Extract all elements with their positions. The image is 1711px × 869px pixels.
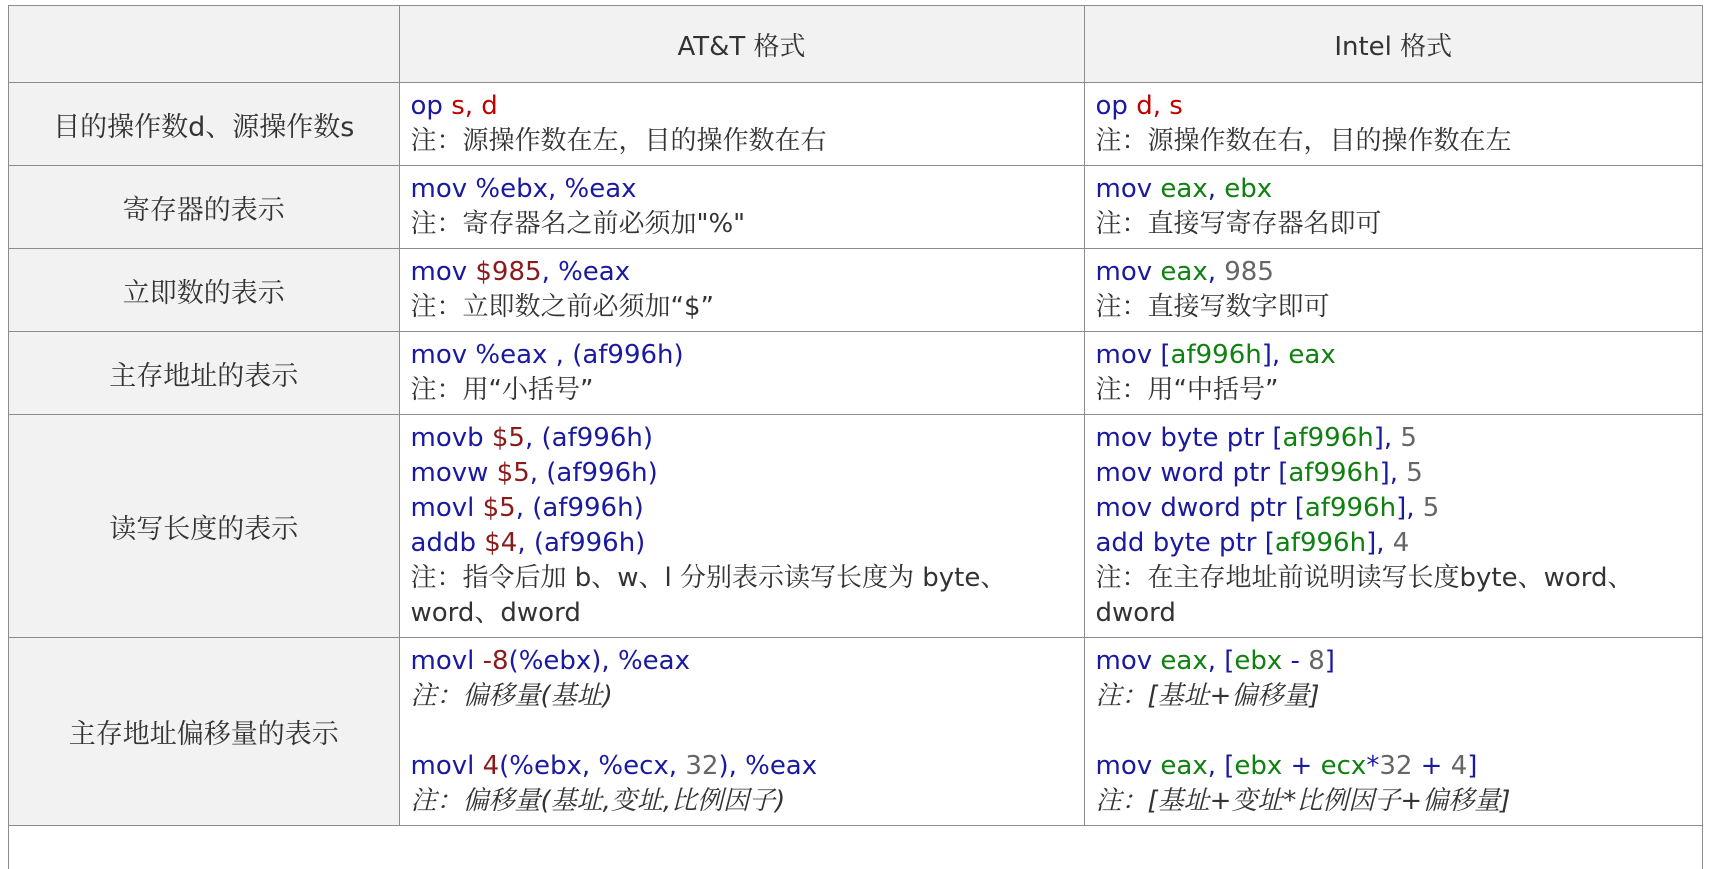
intel-cell xyxy=(1084,83,1702,166)
note-line xyxy=(1096,124,1693,159)
code-token: op xyxy=(410,91,452,121)
note-line xyxy=(1096,207,1693,242)
note-text: 注：偏移量(基址) xyxy=(410,681,613,711)
intel-cell xyxy=(1084,332,1702,415)
code-token: af996h xyxy=(1288,458,1380,488)
syntax-comparison-table xyxy=(9,6,1702,826)
code-token: -8 xyxy=(482,646,509,676)
code-token: $4 xyxy=(484,528,518,558)
code-line xyxy=(411,491,1074,526)
code-token: 32 xyxy=(685,751,719,781)
code-token: eax xyxy=(1288,340,1336,370)
code-token: 5 xyxy=(1422,493,1440,523)
att-cell xyxy=(399,249,1084,332)
code-token: op xyxy=(1095,91,1137,121)
note-text: 注：在主存地址前说明读写长度byte、word、dword xyxy=(1095,563,1634,628)
note-text: 注：[基址+偏移量] xyxy=(1095,681,1320,711)
code-line xyxy=(1096,255,1693,290)
code-token: , %eax xyxy=(541,257,631,287)
code-line xyxy=(1096,491,1693,526)
code-token: ebx xyxy=(1234,646,1283,676)
code-token: 4 xyxy=(482,751,500,781)
intel-cell xyxy=(1084,638,1702,826)
table-row xyxy=(9,249,1702,332)
code-token: 4 xyxy=(1392,528,1410,558)
note-line xyxy=(1096,679,1693,714)
code-token: , (af996h) xyxy=(524,423,653,453)
note-line xyxy=(411,679,1074,714)
code-token: ], xyxy=(1373,423,1401,453)
code-token: ebx xyxy=(1224,174,1273,204)
intel-cell xyxy=(1084,166,1702,249)
code-token: , [ xyxy=(1207,751,1235,781)
code-token: (%ebx), %eax xyxy=(508,646,690,676)
code-token: 5 xyxy=(1406,458,1423,488)
code-token: mov %eax , (af996h) xyxy=(410,340,684,370)
code-token: (%ebx, %ecx, xyxy=(499,751,686,781)
code-token: , xyxy=(1207,257,1225,287)
code-line xyxy=(411,749,1074,784)
code-token: ], xyxy=(1379,458,1407,488)
code-token: mov %ebx, %eax xyxy=(410,174,637,204)
code-token: ), %eax xyxy=(718,751,818,781)
table-row xyxy=(9,415,1702,638)
note-text: 注：用“小括号” xyxy=(410,375,594,405)
note-line xyxy=(411,373,1074,408)
code-token: mov byte ptr [ xyxy=(1095,423,1283,453)
code-token: mov xyxy=(410,257,476,287)
code-line xyxy=(411,526,1074,561)
note-text: 注：立即数之前必须加“$” xyxy=(410,292,714,322)
note-text: 注：偏移量(基址,变址,比例因子) xyxy=(410,786,786,816)
code-token: eax xyxy=(1160,174,1208,204)
note-line xyxy=(411,784,1074,819)
row-label: 目的操作数d、源操作数s xyxy=(9,83,399,166)
code-token: - xyxy=(1282,646,1309,676)
code-token: af996h xyxy=(1170,340,1262,370)
blank-line xyxy=(1096,714,1693,749)
code-token: movb xyxy=(410,423,492,453)
code-line xyxy=(411,644,1074,679)
code-token: 985 xyxy=(1224,257,1274,287)
code-line xyxy=(1096,172,1693,207)
code-token: mov xyxy=(1095,174,1161,204)
code-line xyxy=(1096,89,1693,124)
code-line xyxy=(1096,338,1693,373)
note-text: 注：源操作数在右，目的操作数在左 xyxy=(1095,126,1512,156)
code-token: 4 xyxy=(1450,751,1468,781)
note-text: 注：指令后加 b、w、l 分别表示读写长度为 byte、word、dword xyxy=(410,563,1007,628)
code-line xyxy=(411,255,1074,290)
note-line xyxy=(411,290,1074,325)
note-text: 注：直接写寄存器名即可 xyxy=(1095,209,1382,239)
code-token: add byte ptr [ xyxy=(1095,528,1275,558)
table-row xyxy=(9,166,1702,249)
code-token: , xyxy=(1207,174,1225,204)
code-line xyxy=(411,338,1074,373)
note-text: 注：寄存器名之前必须加"%" xyxy=(410,209,746,239)
code-token: s, d xyxy=(451,91,498,121)
code-token: $5 xyxy=(496,458,530,488)
code-token: ecx xyxy=(1320,751,1367,781)
code-line xyxy=(1096,749,1693,784)
code-token: af996h xyxy=(1304,493,1397,523)
code-token: + xyxy=(1282,751,1321,781)
code-token: , (af996h) xyxy=(529,458,658,488)
code-token: ] xyxy=(1324,646,1335,676)
att-cell xyxy=(399,332,1084,415)
code-line xyxy=(1096,456,1693,491)
note-line xyxy=(411,561,1074,631)
row-label: 立即数的表示 xyxy=(9,249,399,332)
note-line xyxy=(411,124,1074,159)
code-line xyxy=(1096,421,1693,456)
code-token: ], xyxy=(1366,528,1393,558)
code-token: $5 xyxy=(482,493,516,523)
code-token: 5 xyxy=(1400,423,1417,453)
code-token: $985 xyxy=(475,257,542,287)
note-line xyxy=(1096,373,1693,408)
code-token: ] xyxy=(1467,751,1478,781)
code-token: mov [ xyxy=(1095,340,1171,370)
note-line xyxy=(1096,784,1693,819)
att-cell xyxy=(399,166,1084,249)
code-line xyxy=(411,421,1074,456)
note-text: 注：直接写数字即可 xyxy=(1095,292,1330,322)
code-line xyxy=(411,172,1074,207)
code-token: mov word ptr [ xyxy=(1095,458,1289,488)
code-token: ], xyxy=(1261,340,1289,370)
code-token: ], xyxy=(1396,493,1423,523)
code-token: mov xyxy=(1095,751,1161,781)
code-token: mov xyxy=(1095,646,1161,676)
code-token: movl xyxy=(410,751,483,781)
code-token: * xyxy=(1366,751,1380,781)
note-line xyxy=(1096,290,1693,325)
code-token: af996h xyxy=(1282,423,1374,453)
code-token: , (af996h) xyxy=(515,493,644,523)
code-token: d, s xyxy=(1136,91,1183,121)
code-token: $5 xyxy=(491,423,525,453)
note-text: 注：源操作数在左，目的操作数在右 xyxy=(410,126,827,156)
table-row xyxy=(9,332,1702,415)
att-cell xyxy=(399,415,1084,638)
code-token: eax xyxy=(1160,257,1208,287)
code-token: af996h xyxy=(1274,528,1367,558)
note-line xyxy=(411,207,1074,242)
code-token: 32 xyxy=(1379,751,1413,781)
note-text: 注：用“中括号” xyxy=(1095,375,1279,405)
code-token: movl xyxy=(410,646,483,676)
code-token: , (af996h) xyxy=(517,528,646,558)
code-token: 8 xyxy=(1308,646,1325,676)
table-row xyxy=(9,638,1702,826)
code-line xyxy=(1096,644,1693,679)
blank-line xyxy=(411,714,1074,749)
row-label: 读写长度的表示 xyxy=(9,415,399,638)
code-line xyxy=(411,456,1074,491)
syntax-comparison-table-frame xyxy=(8,5,1703,869)
intel-cell xyxy=(1084,415,1702,638)
code-line xyxy=(411,89,1074,124)
row-label: 主存地址的表示 xyxy=(9,332,399,415)
note-line xyxy=(1096,561,1693,631)
note-text: 注：[基址+变址*比例因子+偏移量] xyxy=(1095,786,1511,816)
att-cell xyxy=(399,638,1084,826)
header-att: AT&T 格式 xyxy=(399,6,1084,83)
code-token: + xyxy=(1412,751,1451,781)
header-corner xyxy=(9,6,399,83)
row-label: 寄存器的表示 xyxy=(9,166,399,249)
code-token: mov xyxy=(1095,257,1161,287)
code-line xyxy=(1096,526,1693,561)
header-row xyxy=(9,6,1702,83)
code-token: movw xyxy=(410,458,497,488)
intel-cell xyxy=(1084,249,1702,332)
header-intel: Intel 格式 xyxy=(1084,6,1702,83)
code-token: movl xyxy=(410,493,483,523)
row-label: 主存地址偏移量的表示 xyxy=(9,638,399,826)
code-token: ebx xyxy=(1234,751,1283,781)
code-token: addb xyxy=(410,528,485,558)
table-row xyxy=(9,83,1702,166)
att-cell xyxy=(399,83,1084,166)
code-token: mov dword ptr [ xyxy=(1095,493,1305,523)
code-token: eax xyxy=(1160,751,1208,781)
code-token: eax xyxy=(1160,646,1208,676)
code-token: , [ xyxy=(1207,646,1235,676)
